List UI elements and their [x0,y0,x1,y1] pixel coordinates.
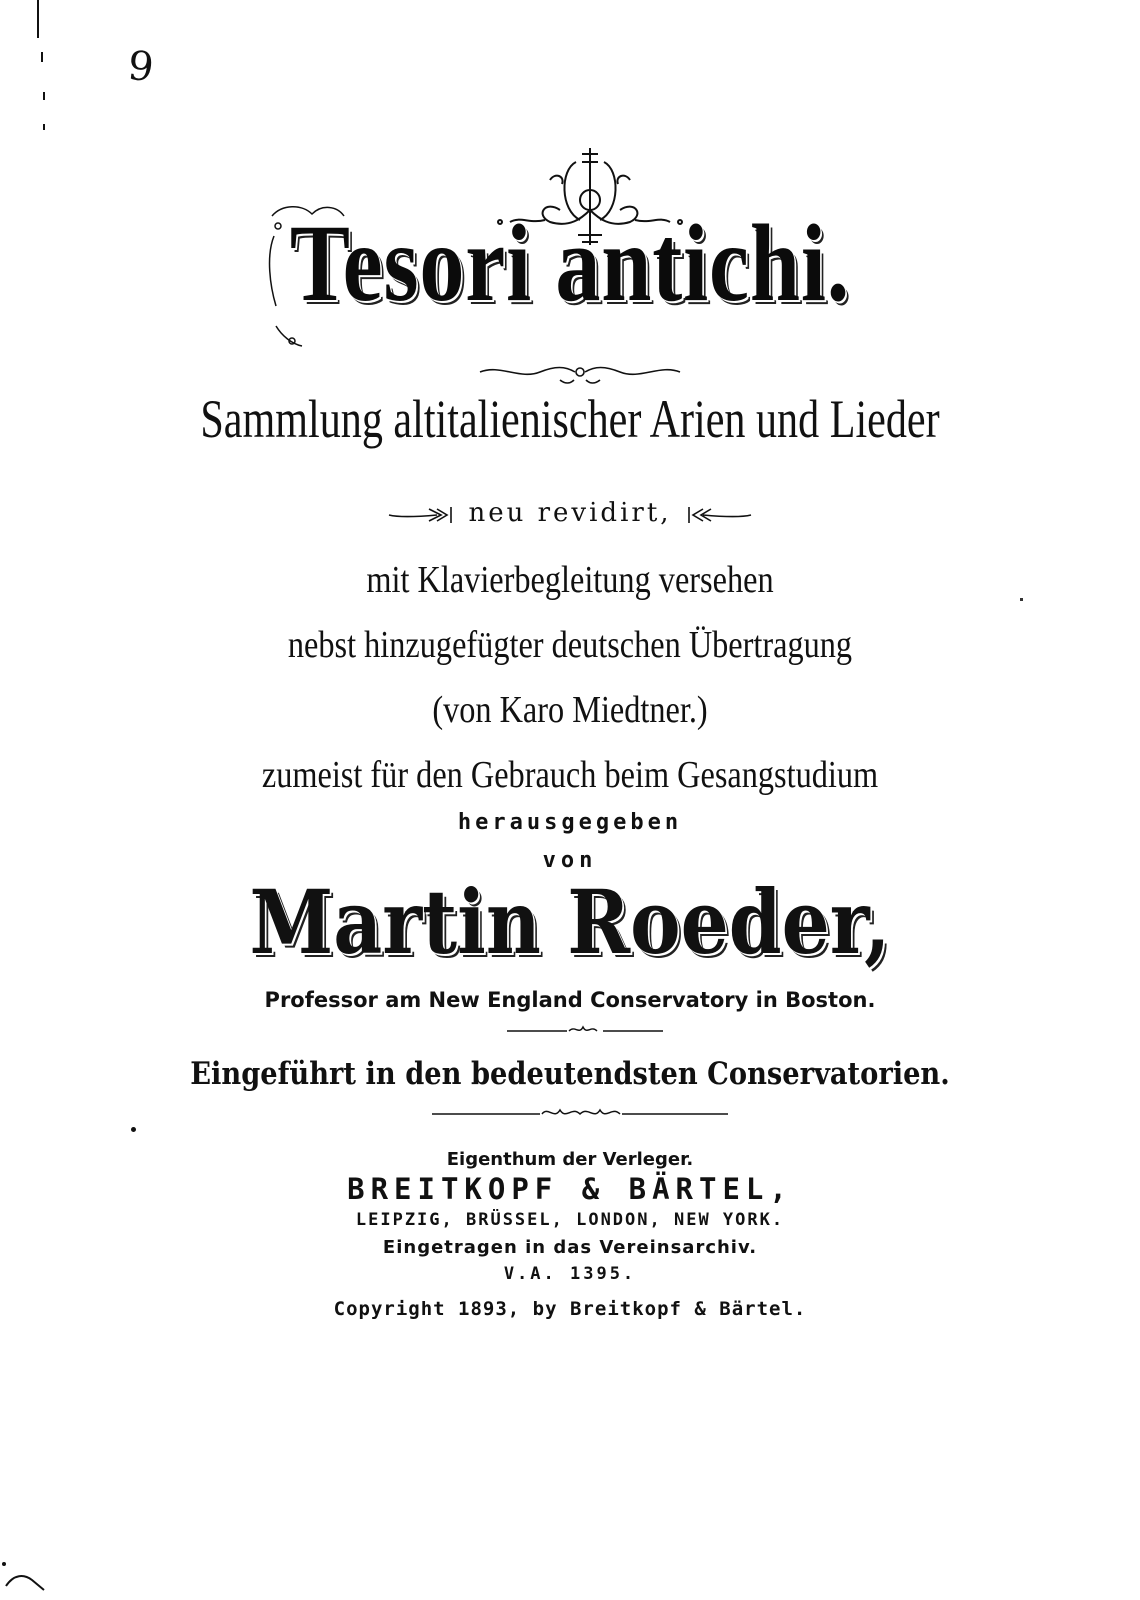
publisher-name: BREITKOPF & BÄRTEL, [347,1172,793,1206]
editor-title: Professor am New England Conservatory in Boston. [264,988,876,1012]
registration-note: Eingetragen in das Vereinsarchiv. [382,1237,758,1258]
edited-by-label: herausgegeben [457,810,683,835]
left-flourish-arrow-icon [385,505,457,523]
divider-rule [505,1023,665,1035]
plate-number: V.A. 1395. [503,1264,637,1284]
divider-rule-ornamented [430,1104,730,1122]
usage-line: zumeist für den Gebrauch beim Gesangstudium [261,754,879,796]
editor-name: Martin Roeder, [249,870,891,974]
introduced-line: Eingeführt in den bedeutendsten Conservatorien. [190,1056,950,1092]
right-flourish-arrow-icon [683,505,755,523]
margin-scan-marks [0,0,60,1600]
revised-text: neu revidirt, [468,498,672,528]
speck-mark [131,1127,136,1132]
translation-line: nebst hinzugefügter deutschen Übertragung [287,624,853,666]
title-divider-ornament [470,358,690,386]
by-label: von [542,848,598,873]
speck-mark [1020,598,1023,601]
revised-line [0,498,1140,528]
accompaniment-line: mit Klavierbegleitung versehen [366,559,774,601]
property-label: Eigenthum der Verleger. [446,1149,694,1170]
corner-scribble-mark [0,1560,60,1600]
page-number: 9 [125,42,156,92]
book-title: Tesori antichi. [289,202,851,324]
translator-line: (von Karo Miedtner.) [432,689,708,731]
copyright-line: Copyright 1893, by Breitkopf & Bärtel. [333,1298,807,1320]
publisher-cities: LEIPZIG, BRÜSSEL, LONDON, NEW YORK. [355,1210,785,1230]
subtitle: Sammlung altitalienischer Arien und Lieder [200,389,940,449]
